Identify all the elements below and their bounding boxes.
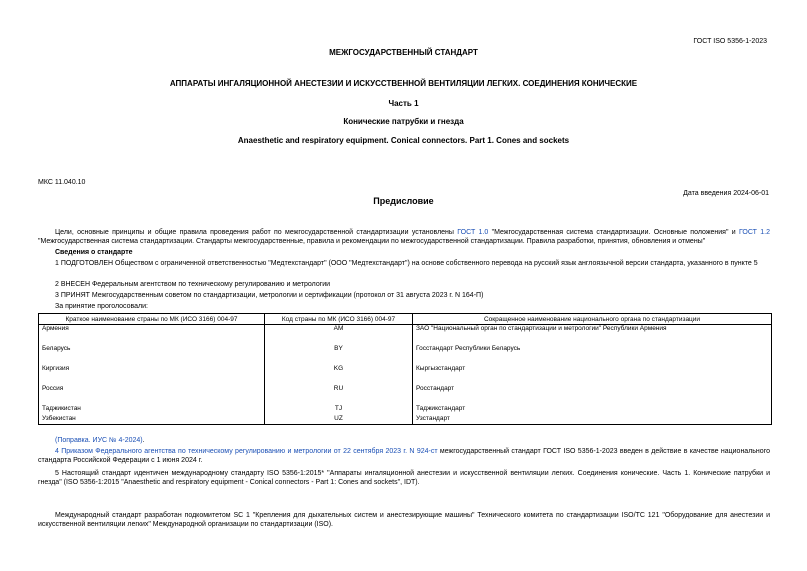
standard-type: МЕЖГОСУДАРСТВЕННЫЙ СТАНДАРТ [329, 48, 478, 57]
standard-info-heading: Сведения о стандарте [55, 249, 133, 256]
item-2: 2 ВНЕСЕН Федеральным агентством по техническому регулированию и метрологии [55, 281, 331, 288]
english-title: Anaesthetic and respiratory equipment. Conical connectors. Part 1. Cones and sockets [237, 136, 570, 145]
foreword-heading: Предисловие [373, 196, 434, 206]
national-body: Госстандарт Республики Беларусь [413, 345, 772, 365]
table-row [39, 325, 772, 345]
part-title: Конические патрубки и гнезда [343, 117, 464, 126]
country-code: UZ [265, 415, 413, 425]
amendment-link[interactable]: (Поправка. ИУС № 4-2024) [55, 437, 143, 444]
table-row [39, 345, 772, 365]
national-body: Таджикстандарт [413, 405, 772, 415]
voted-label: За принятие проголосовали: [55, 303, 148, 310]
national-body: Узстандарт [413, 415, 772, 425]
country-name: Армения [39, 325, 265, 345]
country-code: KG [265, 365, 413, 385]
table-row [39, 405, 772, 415]
item-3: 3 ПРИНЯТ Межгосударственным советом по стандартизации, метрологии и сертификации (протокол от 31 августа 2023 г. N 164-П) [55, 292, 484, 299]
header-country-name: Краткое наименование страны по МК (ИСО 3166) 004-97 [39, 314, 265, 325]
item-5: 5 Настоящий стандарт идентичен международному стандарту ISO 5356-1:2015* "Аппараты ингаляционной анестезии и искусственной вентиляции легких. Соединения конические. Часть 1. Конические патрубки и гнезда" (ISO 5356-1:2015 "Anaesthetic and respiratory equipment - Conical connectors - Part 1: Cones and sockets", IDT). [38, 470, 770, 486]
foreword-paragraph: Цели, основные принципы и общие правила проведения работ по межгосударственной стандартизации установлены ГОСТ 1.0 "Межгосударственная система стандартизации. Основные положения" и ГОСТ 1.2 "Межгосударственная система стандартизации. Стандарты межгосударственные, правила и рекомендации по межгосударственной стандартизации. Правила разработки, принятия, обновления и отмены" [38, 229, 770, 245]
national-body: Росстандарт [413, 385, 772, 405]
header-national-body: Сокращенное наименование национального органа по стандартизации [413, 314, 772, 325]
country-code: BY [265, 345, 413, 365]
mks-code: МКС 11.040.10 [38, 179, 86, 186]
header-country-code: Код страны по МК (ИСО 3166) 004-97 [265, 314, 413, 325]
country-code: RU [265, 385, 413, 405]
intro-date: Дата введения 2024-06-01 [683, 190, 769, 197]
country-name: Киргизия [39, 365, 265, 385]
document-title: АППАРАТЫ ИНГАЛЯЦИОННОЙ АНЕСТЕЗИИ И ИСКУССТВЕННОЙ ВЕНТИЛЯЦИИ ЛЕГКИХ. СОЕДИНЕНИЯ КОНИЧЕСКИЕ [169, 79, 638, 88]
national-body: ЗАО "Национальный орган по стандартизации и метрологии" Республики Армения [413, 325, 772, 345]
amendment-note: (Поправка. ИУС № 4-2024). [55, 437, 145, 444]
country-code: TJ [265, 405, 413, 415]
table-row [39, 415, 772, 425]
national-body: Кыргызстандарт [413, 365, 772, 385]
part-number: Часть 1 [388, 99, 419, 108]
document-code: ГОСТ ISO 5356-1-2023 [693, 38, 767, 45]
country-name: Таджикистан [39, 405, 265, 415]
closing-paragraph: Международный стандарт разработан подкомитетом SC 1 "Крепления для дыхательных систем и анестезирующие машины" Технического комитета по стандартизации ISO/TC 121 "Оборудование для анестезии и искусственной вентиляции легких" Международной организации по стандартизации (ISO). [38, 512, 770, 528]
item-4: 4 Приказом Федерального агентства по техническому регулированию и метрологии от 22 сентября 2023 г. N 924-ст межгосударственный стандарт ГОСТ ISO 5356-1-2023 введен в действие в качестве национального стандарта Российской Федерации с 1 июня 2024 г. [38, 448, 770, 464]
voting-countries-table [38, 313, 772, 425]
country-name: Узбекистан [39, 415, 265, 425]
order-link[interactable]: 4 Приказом Федерального агентства по техническому регулированию и метрологии от 22 сентября 2023 г. N 924-ст [55, 448, 438, 455]
table-header-row [39, 314, 772, 325]
country-code: AM [265, 325, 413, 345]
item-1: 1 ПОДГОТОВЛЕН Обществом с ограниченной ответственностью "Медтехстандарт" (ООО "Медтехстандарт") на основе собственного перевода на русский язык англоязычной версии стандарта, указанного в пункте 5 [55, 260, 758, 267]
gost-1-2-link[interactable]: ГОСТ 1.2 [739, 229, 770, 236]
gost-1-0-link[interactable]: ГОСТ 1.0 [457, 229, 489, 236]
country-name: Беларусь [39, 345, 265, 365]
table-row [39, 365, 772, 385]
country-name: Россия [39, 385, 265, 405]
table-row [39, 385, 772, 405]
